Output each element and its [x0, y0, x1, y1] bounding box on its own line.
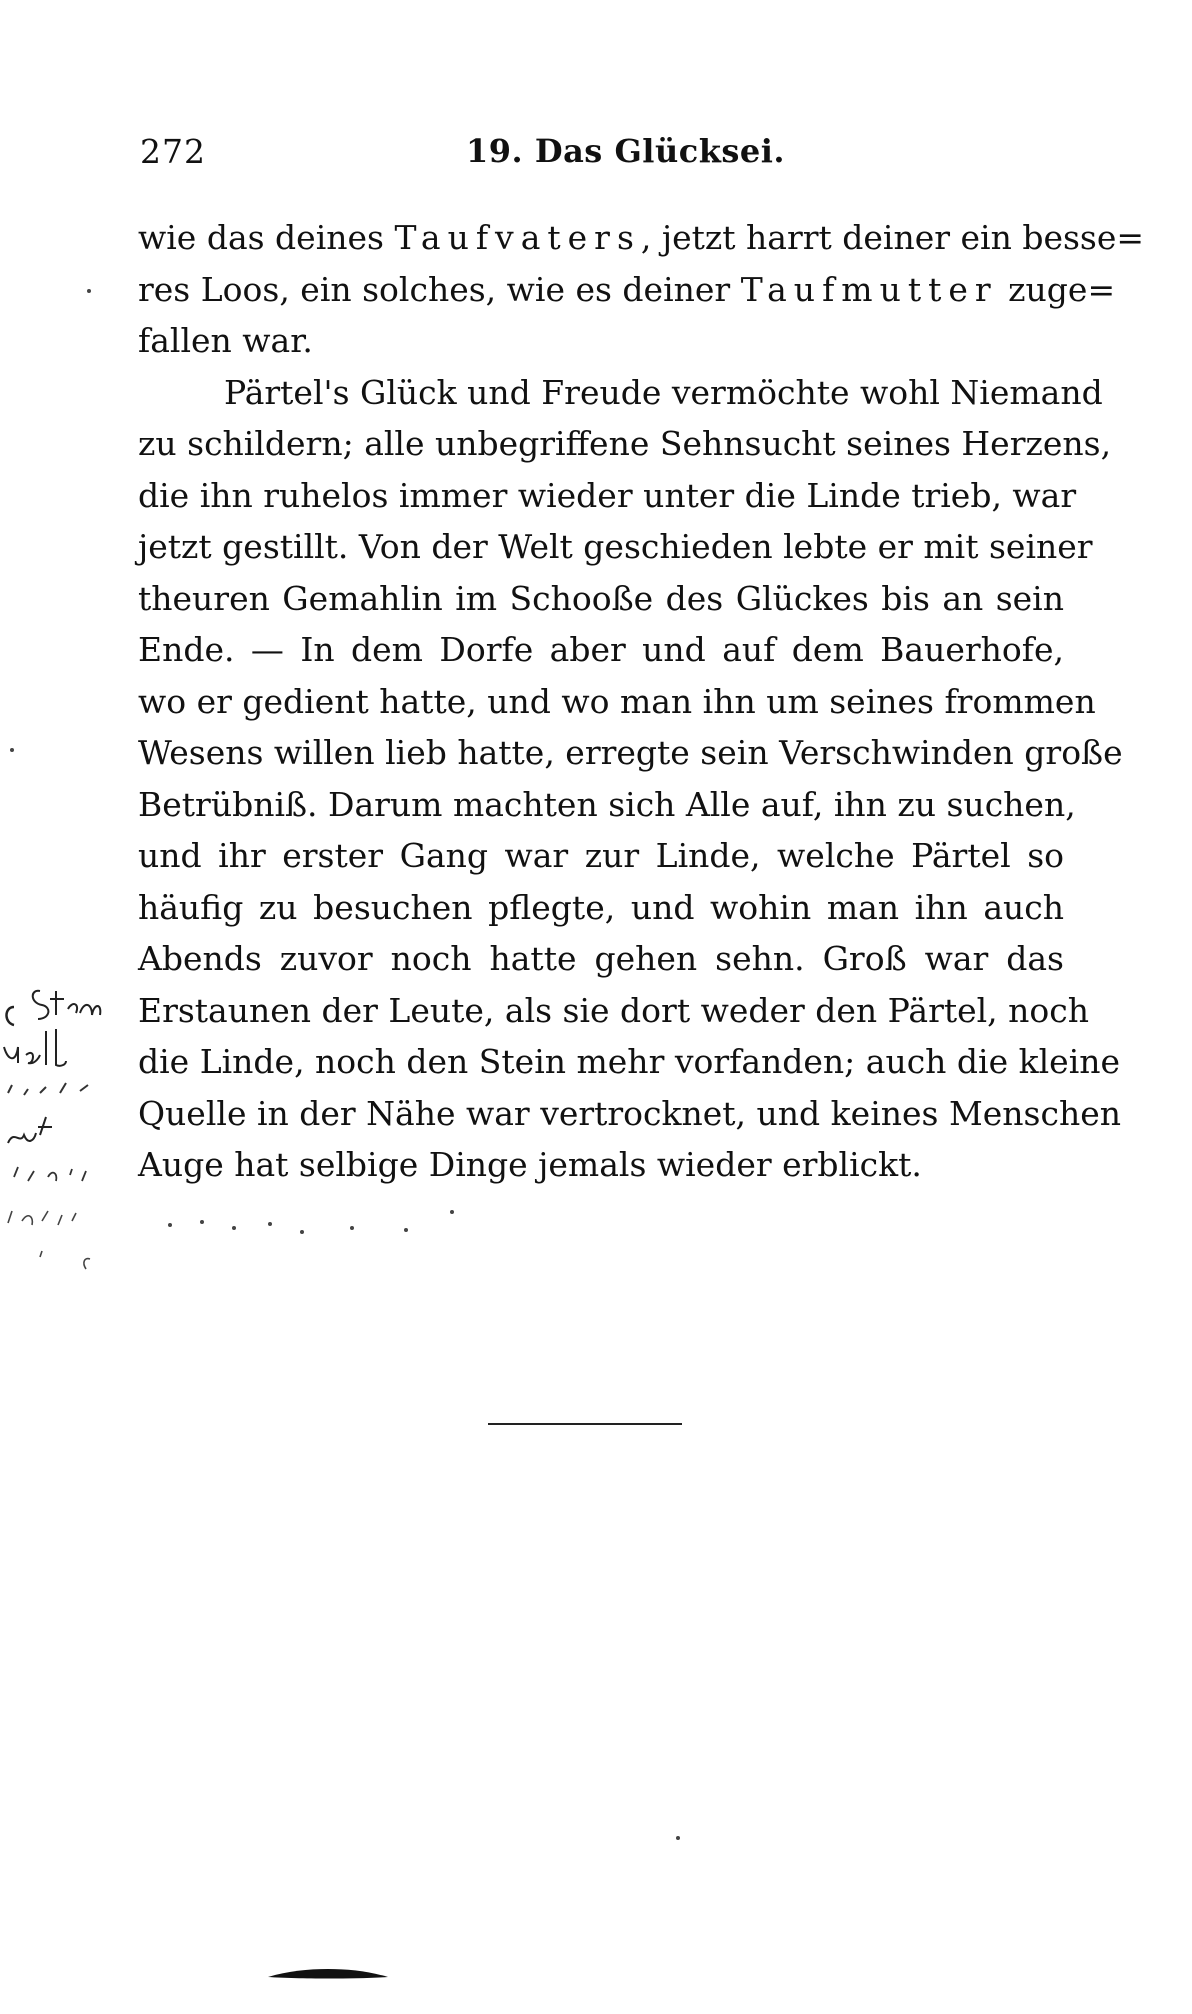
speck	[200, 1220, 204, 1224]
emphasized-word: Taufmutter	[740, 269, 998, 309]
speck	[404, 1228, 408, 1232]
margin-handwriting	[0, 985, 130, 1275]
text-line: häufig zu besuchen pflegte, und wohin man ihn auch	[138, 887, 1064, 927]
text-line: Erstaunen der Leute, als sie dort weder den Pärtel, noch	[138, 990, 1090, 1030]
text-line: die Linde, noch den Stein mehr vorfanden; auch die kleine	[138, 1042, 1121, 1081]
text-line: Ende. — In dem Dorfe aber und auf dem Bauerhofe,	[138, 630, 1064, 669]
text-line: res Loos, ein solches, wie es deiner Taufmutter zuge=	[138, 269, 1116, 309]
speck	[168, 1223, 172, 1227]
text-line: fallen war.	[138, 321, 313, 360]
emphasized-word: Taufvaters	[394, 218, 641, 257]
text-line: Wesens willen lieb hatte, erregte sein Verschwinden große	[138, 733, 1123, 772]
text-line: jetzt gestillt. Von der Welt geschieden lebte er mit seiner	[138, 527, 1093, 566]
speck	[10, 748, 14, 752]
speck	[232, 1226, 236, 1230]
body-text	[138, 212, 1145, 1191]
text-line: Quelle in der Nähe war vertrocknet, und keines Menschen	[138, 1093, 1121, 1133]
text-line: Pärtel's Glück und Freude vermöchte wohl Niemand	[224, 372, 1103, 412]
text-line: und ihr erster Gang war zur Linde, welche Pärtel so	[138, 836, 1064, 875]
text-line: Auge hat selbige Dinge jemals wieder erblickt.	[138, 1145, 922, 1184]
page-number: 272	[140, 132, 206, 171]
running-head	[140, 132, 1060, 180]
end-rule	[488, 1423, 682, 1425]
speck	[350, 1226, 354, 1230]
speck	[676, 1836, 680, 1840]
text-line: wie das deines Taufvaters, jetzt harrt deiner ein besse=	[138, 218, 1145, 257]
text-line: theuren Gemahlin im Schooße des Glückes bis an sein	[138, 578, 1064, 618]
speck	[300, 1230, 304, 1234]
speck	[450, 1210, 454, 1214]
chapter-title: 19. Das Glücksei.	[466, 132, 786, 170]
text-line: zu schildern; alle unbegriffene Sehnsucht seines Herzens,	[138, 424, 1112, 463]
text-line: die ihn ruhelos immer wieder unter die Linde trieb, war	[138, 475, 1077, 515]
speck	[87, 289, 91, 293]
speck	[268, 1222, 272, 1226]
text-line: Abends zuvor noch hatte gehen sehn. Groß war das	[138, 939, 1064, 978]
text-line: wo er gedient hatte, und wo man ihn um seines frommen	[138, 681, 1096, 721]
text-line: Betrübniß. Darum machten sich Alle auf, ihn zu suchen,	[138, 784, 1076, 824]
ink-smudge	[268, 1967, 388, 1981]
